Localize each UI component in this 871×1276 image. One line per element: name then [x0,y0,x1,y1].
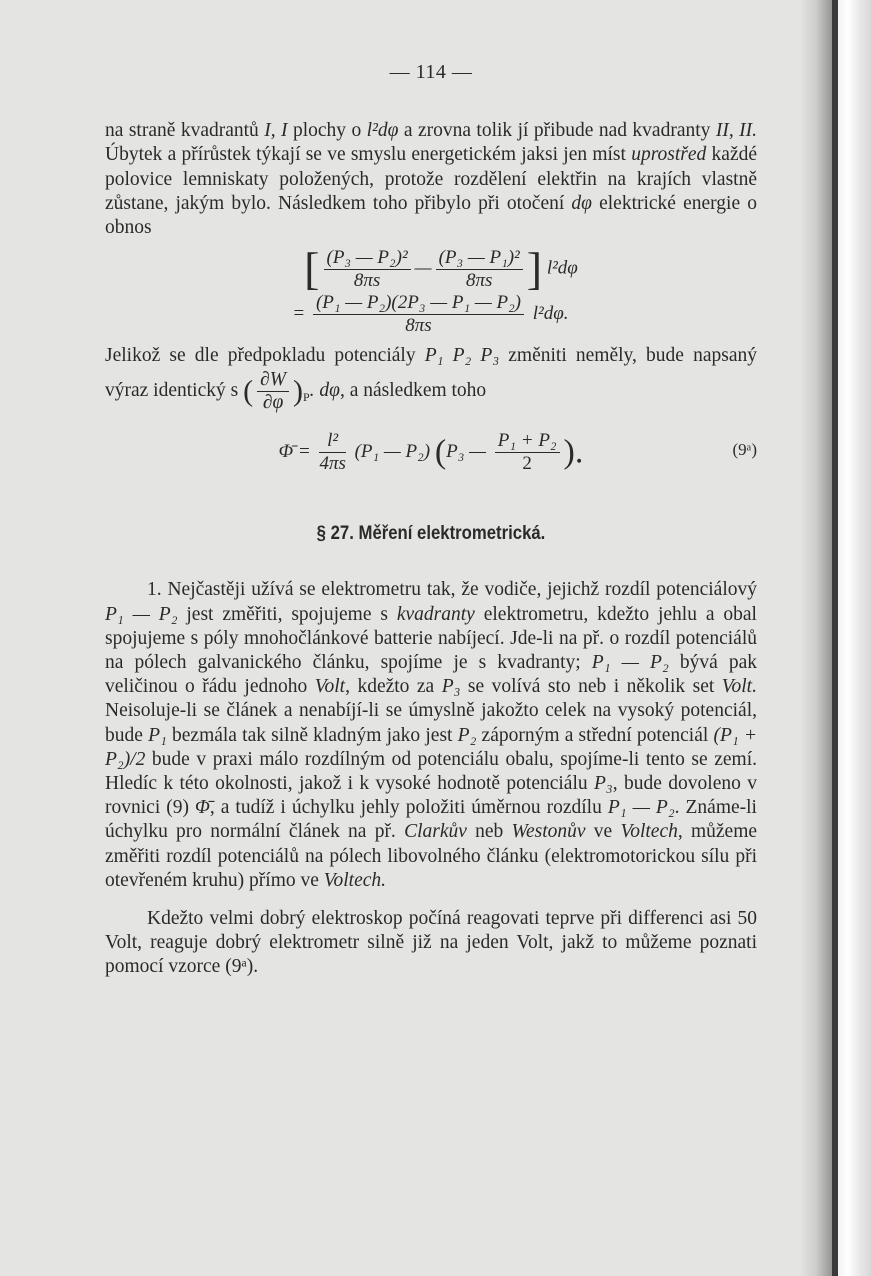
paragraph-4: Kdežto velmi dobrý elektroskop počíná reagovati teprve při differenci asi 50 Volt, reaguje dobrý elektrometr silně již na jeden Volt, jakž to můžeme poznati pomocí vzorce (9ᵃ). [105,908,757,978]
fraction: $\frac{\text{(P₃ — P₂)²}}{8\pi s}$ [324,247,411,292]
section-heading: § 27. Měření elektrometrická. [316,523,546,545]
gutter-shadow [800,0,832,1276]
text: a zrovna tolik jí přibude nad kvadranty [398,120,716,142]
italic-text: II, II. [715,120,757,142]
equation-9a: Φ̄ = $\frac{\text{l²}}{4\pi s}$ (P₁ — P₂) (P₃ — $\frac{\text{P₁ + P₂}}{2}$ ). (9ᵃ) [278,430,757,475]
emphasis-text: uprostřed [631,144,707,166]
math-inline: P₁ P₂ P₃ [424,345,500,367]
italic-text: I, I [264,120,288,142]
page-edge [838,0,871,1276]
page-text [105,60,757,980]
text: Úbytek a přírůstek týkají se ve smyslu energetickém jaksi jen míst [105,144,632,166]
partial-derivative: $\frac{\partial W}{\partial\varphi}$ [257,369,289,414]
math-inline: dφ [571,192,592,214]
paragraph-2: Jelikož se dle předpokladu potenciály P₁ P₂ P₃ změniti neměly, bude napsaný výraz identický s ( $\frac{\partial W}{\partial\varphi}$ )$_P$. dφ, a následkem toho [105,345,757,414]
text: plochy o [287,120,367,142]
equation-number: (9ᵃ) [732,440,757,460]
paragraph-3: 1. Nejčastěji užívá se elektrometru tak, že vodiče, jejichž rozdíl potenciálový P₁ — P₂ jest změřiti, spojujeme s kvadranty elektrometru, kdežto jehlu a obal spojujeme s póly mnohočlánkové batterie nabíjecí. Jde-li na př. o rozdíl potenciálů na pólech galvanického článku, spojíme je s kvadranty; P₁ — P₂ bývá pak veličinou o řádu jednoho Volt, kdežto za P₃ se volívá sto neb i několik set Volt. Neisoluje-li se článek a nenabíjí-li se úmyslně jakožto celek na vysoký potenciál, bude P₁ bezmála tak silně kladným jako jest P₂ záporným a střední potenciál (P₁ + P₂)/2 bude v praxi málo rozdílným od potenciálu obalu, spojíme-li tento se zemí. Hledíc k této okolnosti, jakož i k vysoké hodnotě potenciálu P₃, bude dovoleno v rovnici (9) Φ̄, a tudíž i úchylku jehly položiti úměrnou rozdílu P₁ — P₂. Známe-li úchylku pro normální článek na př. Clarkův neb Westonův ve Voltech, můžeme změřiti rozdíl potenciálů na pólech libovolného článku (elektromotorickou sílu při otevřeném kruhu) přímo ve Voltech. [105,579,758,891]
paragraph-1 [105,119,757,240]
right-bracket: ] [526,243,543,295]
fraction: $\frac{\text{(P₃ — P₁)²}}{8\pi s}$ [436,247,523,292]
math-inline: l²dφ [366,120,399,142]
text: elektrické energie o obnos [105,192,757,239]
fraction: $\frac{\text{(P₁ — P₂)(2P₃ — P₁ — P₂)}}{8\pi s}$ [313,292,524,337]
equation-energy-difference: [ $\frac{\text{(P₃ — P₂)²}}{8\pi s}$ — $\frac{\text{(P₃ — P₁)²}}{8\pi s}$ ] l²dφ = $\frac{\text{(P₁ — P₂)(2P₃ — P₁ — P₂)}}{8\pi s}$ l²dφ. [293,243,578,337]
text: každé polovice lemniskaty položených, protože rozdělení elektřin na krajích vlastně zůstane, jakým bylo. Následkem toho přibylo při otočení [105,144,758,214]
left-bracket: [ [304,243,320,295]
emphasis-text: kvadranty [396,603,475,625]
fraction: $\frac{\text{l²}}{4\pi s}$ [319,430,346,475]
page-number: — 114 — [389,61,473,83]
text: na straně kvadrantů [105,120,265,142]
fraction: $\frac{\text{P₁ + P₂}}{2}$ [495,430,560,475]
